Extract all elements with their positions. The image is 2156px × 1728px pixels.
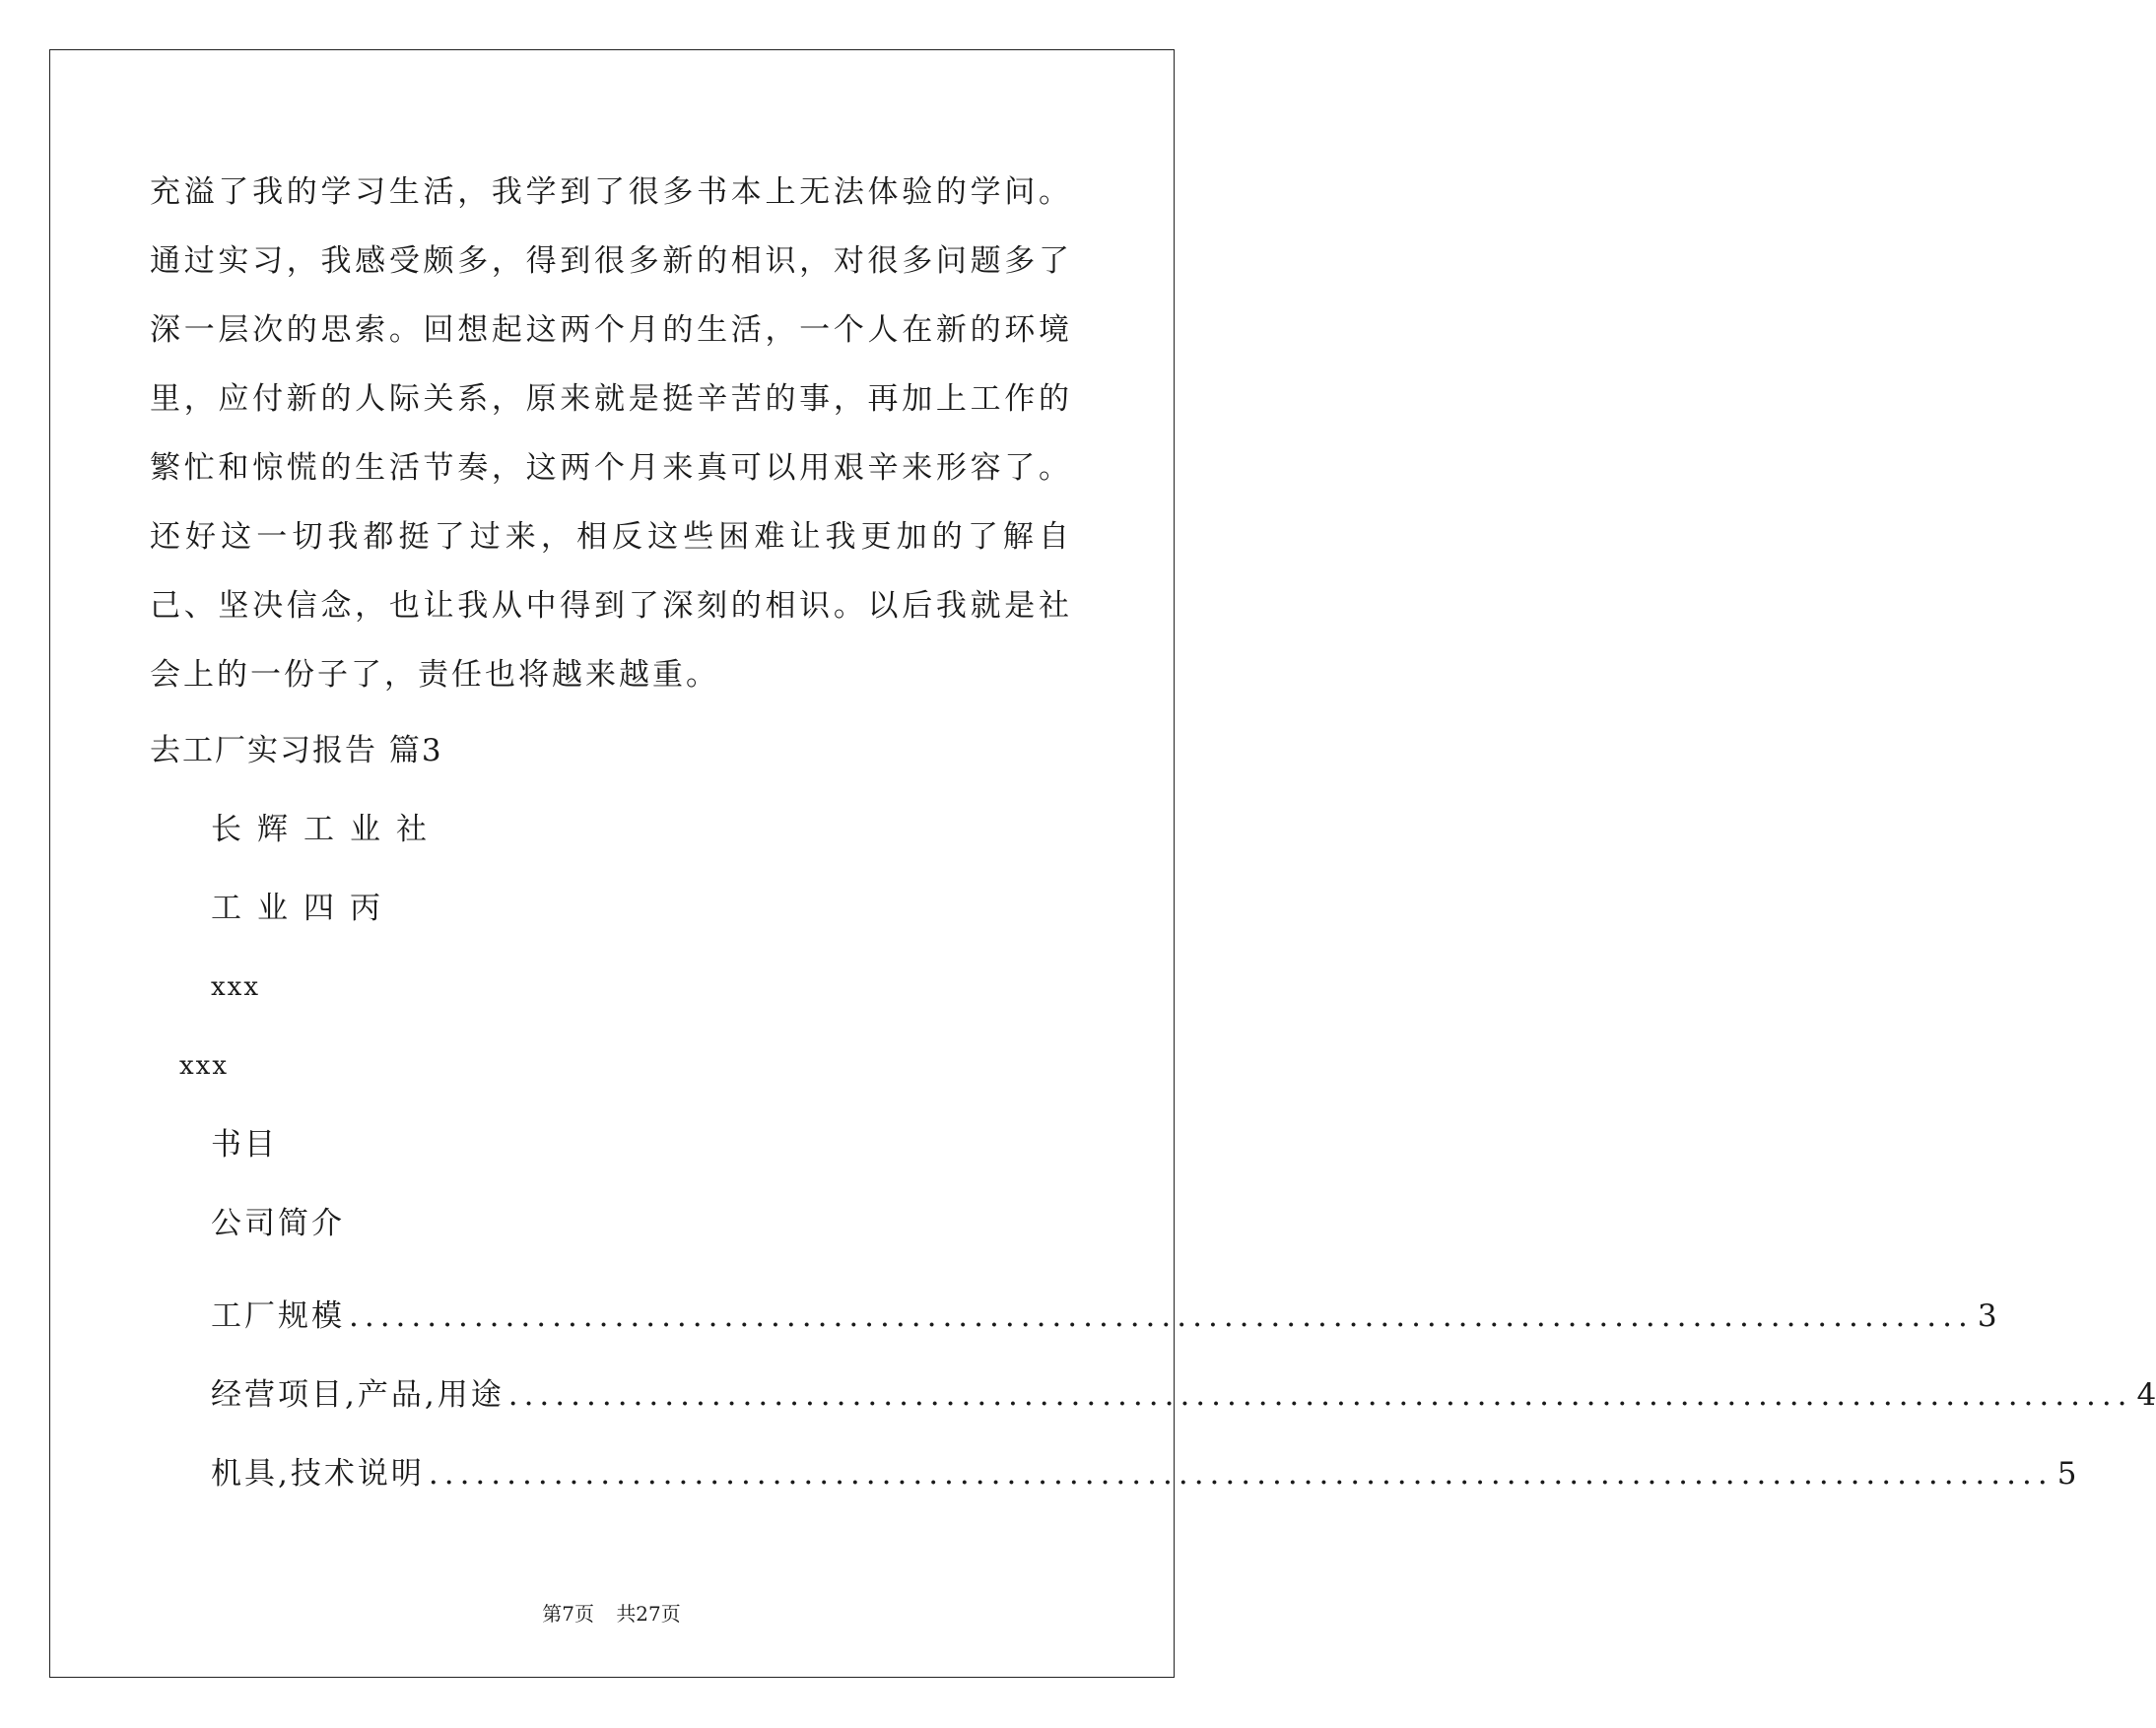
toc-leader-dots: ........................................................................................................: [507, 1377, 2133, 1413]
toc-entry[interactable]: [211, 1375, 2156, 1415]
toc-leader-dots: ........................................................................................................: [349, 1298, 1974, 1334]
section-heading: 去工厂实习报告 篇3: [150, 733, 443, 768]
toc-entry-label: 经营项目,产品,用途: [211, 1377, 505, 1413]
page-footer: [0, 1602, 1223, 1626]
class-name: 工业四丙: [211, 891, 396, 926]
company-name: 长辉工业社: [211, 812, 442, 847]
toc-section-company-intro: 公司简介: [211, 1206, 345, 1241]
toc-entry[interactable]: [211, 1296, 1997, 1336]
current-page-number: 第7页: [542, 1602, 594, 1626]
toc-entry-page: 3: [1977, 1298, 1997, 1334]
toc-title: 书目: [211, 1127, 278, 1163]
total-page-count: 共27页: [616, 1602, 681, 1626]
toc-leader-dots: ........................................................................................................: [428, 1456, 2054, 1492]
toc-entry-page: 4: [2136, 1377, 2156, 1413]
body-paragraph: 充溢了我的学习生活，我学到了很多书本上无法体验的学问。通过实习，我感受颇多，得到很多新的相识，对很多问题多了深一层次的思索。回想起这两个月的生活，一个人在新的环境里，应付新的人际关系，原来就是挺辛苦的事，再加上工作的繁忙和惊慌的生活节奏，这两个月来真可以用艰辛来形容了。还好这一切我都挺了过来，相反这些困难让我更加的了解自己、坚决信念，也让我从中得到了深刻的相识。以后我就是社会上的一份子了，责任也将越来越重。: [150, 174, 1072, 693]
toc-entry-label: 机具,技术说明: [211, 1456, 425, 1492]
author-name: xxx: [211, 972, 260, 1002]
toc-entry[interactable]: [211, 1454, 2077, 1494]
toc-entry-page: 5: [2056, 1456, 2077, 1492]
toc-entry-label: 工厂规模: [211, 1298, 345, 1334]
student-id: xxx: [179, 1051, 229, 1081]
